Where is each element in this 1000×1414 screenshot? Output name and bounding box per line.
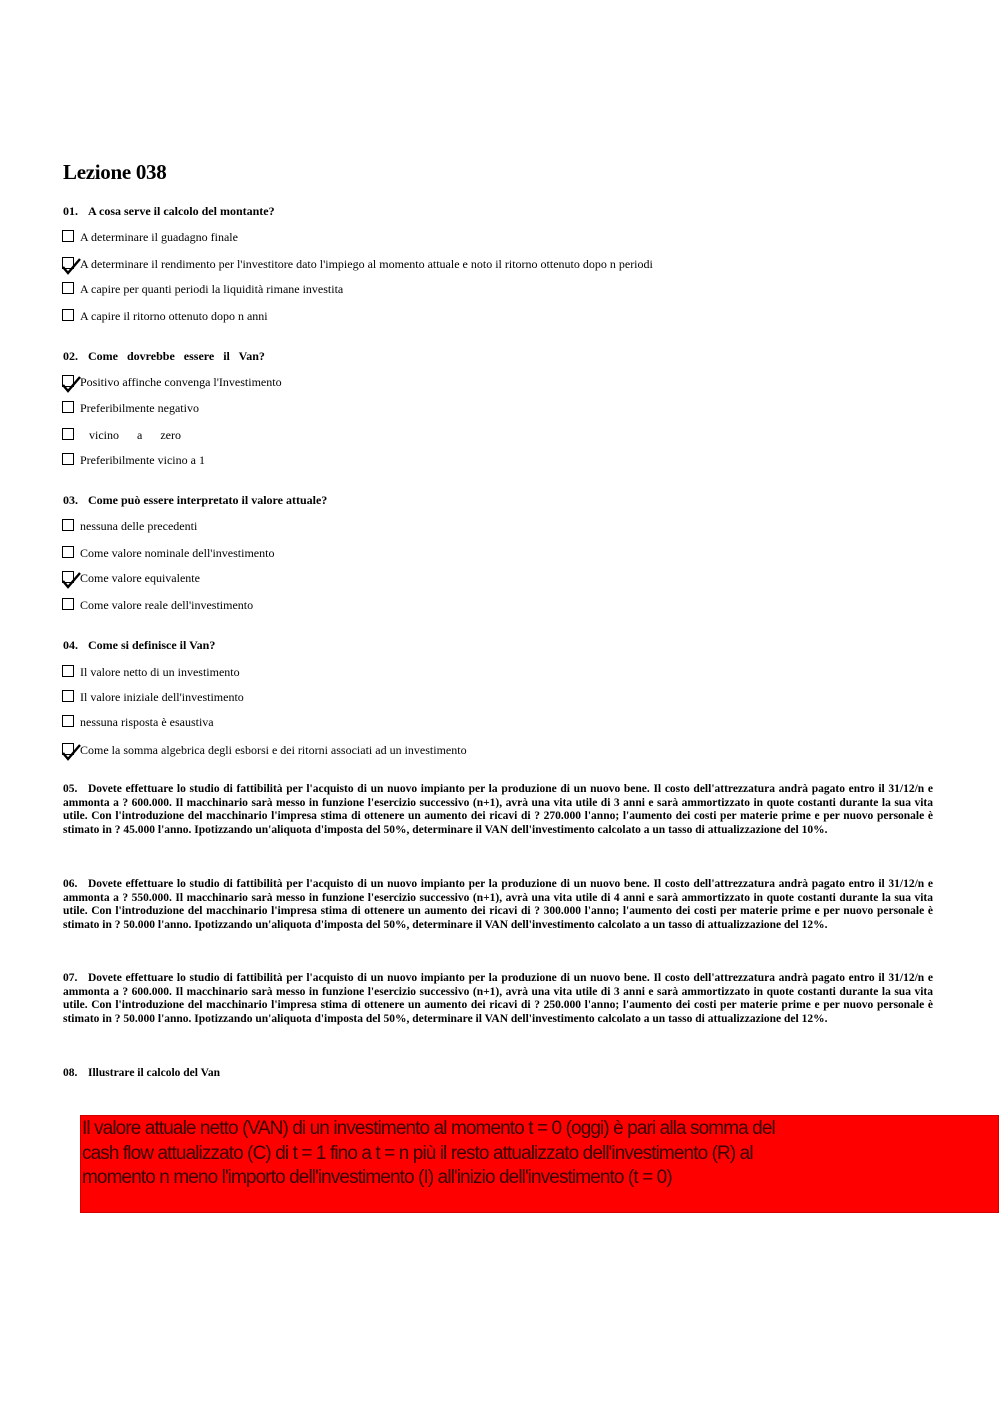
question-7 bbox=[63, 972, 933, 1026]
option-label: Il valore netto di un investimento bbox=[80, 665, 240, 679]
question-text: Come dovrebbe essere il Van? bbox=[88, 349, 265, 363]
option-label: Come la somma algebrica degli esborsi e dei ritorni associati ad un investimento bbox=[80, 743, 467, 757]
question-text: Come può essere interpretato il valore attuale? bbox=[88, 493, 328, 507]
question-2-heading bbox=[63, 349, 265, 364]
question-4-heading bbox=[63, 638, 215, 653]
answer-box bbox=[80, 1115, 999, 1213]
option-label: nessuna delle precedenti bbox=[80, 519, 198, 533]
option-label: Preferibilmente negativo bbox=[80, 401, 199, 415]
answer-text: Il valore attuale netto (VAN) di un investimento al momento t = 0 (oggi) è pari alla somma del cash flow attualizzato (C) di t = 1 fino a t = n più il resto attualizzato dell'investimento (R) al momento n meno l'importo dell'investimento (I) all'inizio dell'investimento (t = 0) bbox=[82, 1118, 775, 1188]
option-label: Come valore reale dell'investimento bbox=[80, 598, 254, 612]
question-number: 03. bbox=[63, 493, 78, 507]
option-label: A capire per quanti periodi la liquidità rimane investita bbox=[80, 282, 344, 296]
question-number: 02. bbox=[63, 349, 78, 363]
question-text: A cosa serve il calcolo del montante? bbox=[88, 204, 275, 218]
page-title: Lezione 038 bbox=[63, 160, 167, 184]
question-number: 01. bbox=[63, 204, 78, 218]
question-5 bbox=[63, 783, 933, 837]
question-number: 05. bbox=[63, 783, 78, 795]
question-1-heading bbox=[63, 204, 275, 219]
checkbox[interactable] bbox=[62, 309, 74, 321]
checkbox[interactable] bbox=[62, 546, 74, 558]
question-number: 06. bbox=[63, 878, 78, 890]
checkbox[interactable] bbox=[62, 519, 74, 531]
question-text: Dovete effettuare lo studio di fattibilità per l'acquisto di un nuovo impianto per la produzione di un nuovo bene. Il costo dell'attrezzatura andrà pagato entro il 31/12/n e ammonta a ? 550.000. Il macchinario sarà messo in funzione l'esercizio successivo (n+1), avrà una vita utile di 4 anni e sarà ammortizzato in quote costanti durante la sua vita utile. Con l'introduzione del macchinario l'impresa stima di ottenere un aumento dei ricavi di ? 300.000 l'anno; l'aumento dei costi per materie prime e per nuovo personale è stimato in ? 50.000 l'anno. Ipotizzando un'aliquota d'imposta del 50%, determinare il VAN dell'investimento calcolato a un tasso di attualizzazione del 12%. bbox=[63, 878, 933, 931]
checkbox[interactable] bbox=[62, 715, 74, 727]
question-text: Dovete effettuare lo studio di fattibilità per l'acquisto di un nuovo impianto per la produzione di un nuovo bene. Il costo dell'attrezzatura andrà pagato entro il 31/12/n e ammonta a ? 600.000. Il macchinario sarà messo in funzione l'esercizio successivo (n+1), avrà una vita utile di 3 anni e sarà ammortizzato in quote costanti durante la sua vita utile. Con l'introduzione del macchinario l'impresa stima di ottenere un aumento dei ricavi di ? 270.000 l'anno; l'aumento dei costi per materie prime e per nuovo personale è stimato in ? 45.000 l'anno. Ipotizzando un'aliquota d'imposta del 50%, determinare il VAN dell'investimento calcolato a un tasso di attualizzazione del 10%. bbox=[63, 783, 933, 836]
option-label: nessuna risposta è esaustiva bbox=[80, 715, 214, 729]
checkbox[interactable] bbox=[62, 230, 74, 242]
option-label: A determinare il rendimento per l'investitore dato l'impiego al momento attuale e noto il ritorno ottenuto dopo n periodi bbox=[80, 257, 653, 271]
checkbox[interactable] bbox=[62, 690, 74, 702]
checkbox[interactable] bbox=[62, 401, 74, 413]
question-text: Dovete effettuare lo studio di fattibilità per l'acquisto di un nuovo impianto per la produzione di un nuovo bene. Il costo dell'attrezzatura andrà pagato entro il 31/12/n e ammonta a ? 600.000. Il macchinario sarà messo in funzione l'esercizio successivo (n+1), avrà una vita utile di 3 anni e sarà ammortizzato in quote costanti durante la sua vita utile. Con l'introduzione del macchinario l'impresa stima di ottenere un aumento dei ricavi di ? 250.000 l'anno; l'aumento dei costi per materie prime e per nuovo personale è stimato in ? 50.000 l'anno. Ipotizzando un'aliquota d'imposta del 50%, determinare il VAN dell'investimento calcolato a un tasso di attualizzazione del 12%. bbox=[63, 972, 933, 1025]
question-8 bbox=[63, 1067, 933, 1081]
option-label: A capire il ritorno ottenuto dopo n anni bbox=[80, 309, 268, 323]
option-label: A determinare il guadagno finale bbox=[80, 230, 238, 244]
option-label: Come valore equivalente bbox=[80, 571, 200, 585]
checkbox[interactable] bbox=[62, 598, 74, 610]
question-6 bbox=[63, 878, 933, 932]
question-text: Illustrare il calcolo del Van bbox=[88, 1067, 221, 1079]
checkbox[interactable] bbox=[62, 282, 74, 294]
option-label: Preferibilmente vicino a 1 bbox=[80, 453, 205, 467]
question-number: 04. bbox=[63, 638, 78, 652]
option-label: Il valore iniziale dell'investimento bbox=[80, 690, 244, 704]
option-label: Come valore nominale dell'investimento bbox=[80, 546, 275, 560]
question-number: 07. bbox=[63, 972, 78, 984]
checkbox[interactable] bbox=[62, 453, 74, 465]
question-3-heading bbox=[63, 493, 327, 508]
question-number: 08. bbox=[63, 1067, 78, 1079]
question-text: Come si definisce il Van? bbox=[88, 638, 216, 652]
checkbox[interactable] bbox=[62, 665, 74, 677]
option-label: Positivo affinche convenga l'Investimento bbox=[80, 375, 282, 389]
option-label: vicino a zero bbox=[80, 428, 181, 442]
checkbox[interactable] bbox=[62, 428, 74, 440]
